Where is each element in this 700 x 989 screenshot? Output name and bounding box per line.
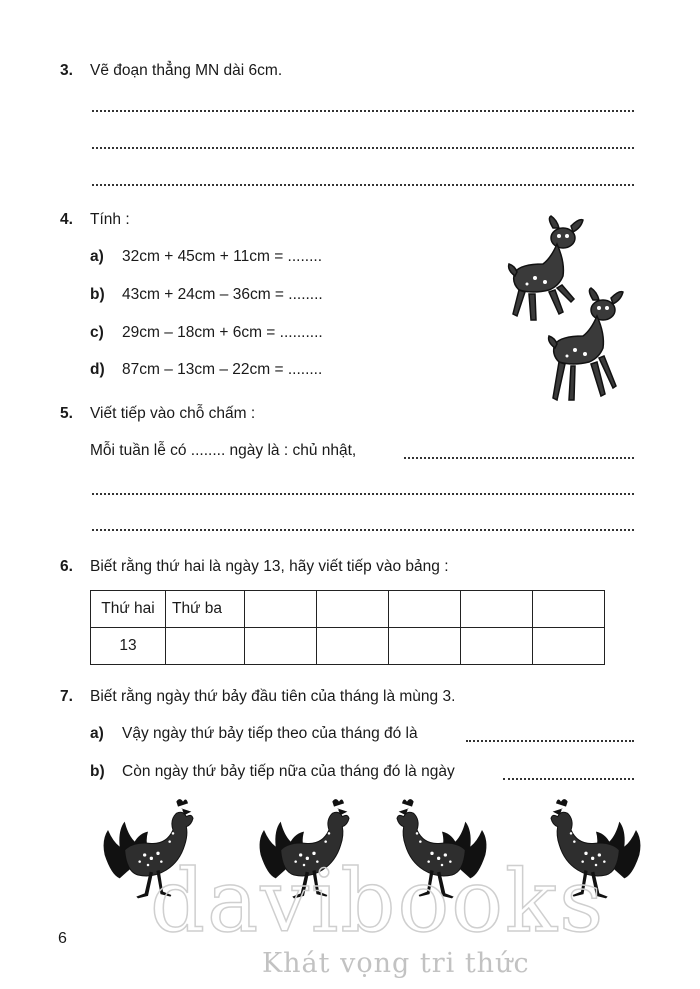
answer-line[interactable] xyxy=(92,529,634,531)
table-cell[interactable] xyxy=(245,628,317,665)
q7-item-label: a) xyxy=(90,725,104,742)
q4-item-expression[interactable]: 32cm + 45cm + 11cm = ........ xyxy=(122,248,323,265)
answer-line[interactable] xyxy=(92,110,634,112)
q5-number: 5. xyxy=(60,405,73,422)
q7-item-label: b) xyxy=(90,763,105,780)
q4-item-expression[interactable]: 87cm – 13cm – 22cm = ........ xyxy=(122,361,323,378)
table-cell[interactable] xyxy=(245,591,317,628)
q7-item-text: Vậy ngày thứ bảy tiếp theo của tháng đó là xyxy=(122,725,418,742)
q3-text: Vẽ đoạn thẳng MN dài 6cm. xyxy=(90,62,283,79)
table-cell: Thứ ba xyxy=(166,591,245,628)
weekday-table xyxy=(90,590,605,665)
table-cell[interactable] xyxy=(317,628,389,665)
answer-line[interactable] xyxy=(92,493,634,495)
table-cell[interactable] xyxy=(461,591,533,628)
answer-line[interactable] xyxy=(92,147,634,149)
table-header-row xyxy=(91,591,605,628)
table-cell[interactable] xyxy=(533,591,605,628)
table-cell[interactable] xyxy=(461,628,533,665)
table-cell[interactable] xyxy=(533,628,605,665)
q7-number: 7. xyxy=(60,688,73,705)
q7-text: Biết rằng ngày thứ bảy đầu tiên của tháng là mùng 3. xyxy=(90,688,456,705)
answer-line[interactable] xyxy=(404,457,634,459)
answer-line[interactable] xyxy=(92,184,634,186)
table-cell: 13 xyxy=(91,628,166,665)
q4-number: 4. xyxy=(60,211,73,228)
two-deer-icon xyxy=(505,208,645,408)
q4-item-expression[interactable]: 29cm – 18cm + 6cm = .......... xyxy=(122,324,323,341)
q4-item-label: b) xyxy=(90,286,105,303)
q4-item-expression[interactable]: 43cm + 24cm – 36cm = ........ xyxy=(122,286,323,303)
q5-line: Mỗi tuần lễ có ........ ngày là : chủ nhật, xyxy=(90,442,357,459)
q3-number: 3. xyxy=(60,62,73,79)
q4-text: Tính : xyxy=(90,211,130,228)
table-cell[interactable] xyxy=(389,591,461,628)
page-number: 6 xyxy=(58,930,67,947)
table-cell[interactable] xyxy=(389,628,461,665)
answer-line[interactable] xyxy=(503,778,634,780)
q5-text: Viết tiếp vào chỗ chấm : xyxy=(90,405,256,422)
q6-number: 6. xyxy=(60,558,73,575)
table-cell[interactable] xyxy=(317,591,389,628)
table-row xyxy=(91,628,605,665)
answer-line[interactable] xyxy=(466,740,634,742)
watermark-tagline: Khát vọng tri thức xyxy=(262,948,530,979)
q4-item-label: c) xyxy=(90,324,104,341)
table-cell[interactable] xyxy=(166,628,245,665)
q4-item-label: d) xyxy=(90,361,105,378)
q4-item-label: a) xyxy=(90,248,104,265)
table-cell: Thứ hai xyxy=(91,591,166,628)
q7-item-text: Còn ngày thứ bảy tiếp nữa của tháng đó là ngày xyxy=(122,763,455,780)
q6-text: Biết rằng thứ hai là ngày 13, hãy viết tiếp vào bảng : xyxy=(90,558,449,575)
watermark-brand: davibooks xyxy=(150,852,606,952)
